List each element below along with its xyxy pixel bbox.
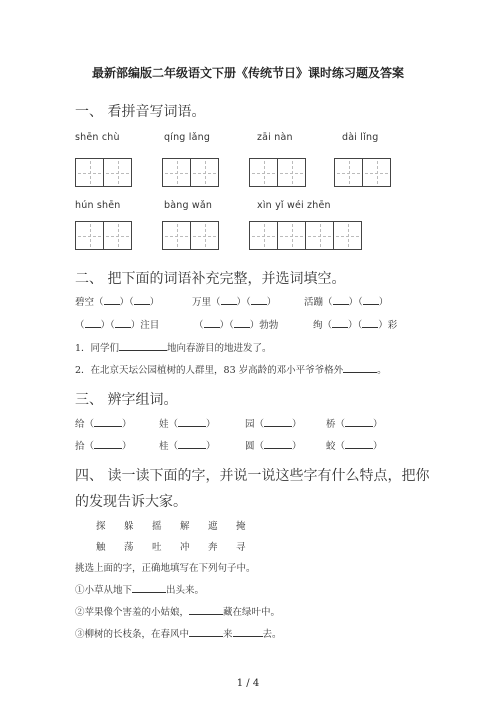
writing-grid[interactable] — [162, 158, 218, 187]
blank[interactable] — [178, 417, 206, 427]
instruction: 挑选上面的字，正确地填写在下列句子中。 — [75, 563, 256, 574]
blank[interactable] — [363, 295, 379, 305]
page-number: 1 / 4 — [236, 678, 260, 689]
section-1-heading: 一、 看拼音写词语。 — [75, 104, 206, 120]
blank[interactable] — [234, 318, 250, 328]
char-6: 掩 — [236, 521, 246, 532]
char-4: 解 — [180, 521, 190, 532]
group-item: 给（ ） — [75, 419, 132, 430]
sentence-1: ①小草从地下 出头来。 — [75, 585, 205, 596]
blank[interactable] — [178, 439, 206, 449]
blank[interactable] — [345, 417, 373, 427]
blank[interactable] — [343, 363, 377, 373]
blank[interactable] — [362, 318, 378, 328]
char-10: 冲 — [180, 542, 190, 553]
blank[interactable] — [251, 295, 267, 305]
group-item: 拾（ ） — [75, 441, 132, 452]
fill-line-2b: （ ）（ ）勃勃 — [194, 320, 279, 331]
sentence-2: ②苹果像个害羞的小姑娘， 藏在绿叶中。 — [75, 607, 281, 618]
blank[interactable] — [189, 605, 223, 615]
char-5: 遮 — [208, 521, 218, 532]
group-item: 娃（ ） — [159, 419, 216, 430]
group-item: 园（ ） — [245, 419, 302, 430]
section-4-heading-cont: 的发现告诉大家。 — [75, 494, 187, 510]
group-item: 桂（ ） — [159, 441, 216, 452]
pinyin-6: bàng wǎn — [164, 200, 213, 211]
blank[interactable] — [94, 417, 122, 427]
char-11: 奔 — [208, 542, 218, 553]
writing-grid[interactable] — [75, 158, 131, 187]
group-item: 蛟（ ） — [326, 441, 383, 452]
pinyin-2: qíng lǎng — [164, 132, 211, 143]
blank[interactable] — [264, 439, 292, 449]
blank[interactable] — [119, 341, 167, 351]
fill-line-1: 碧空（ ）（ ） — [75, 297, 160, 308]
char-8: 荡 — [124, 542, 134, 553]
pinyin-7: xìn yǐ wéi zhēn — [257, 200, 331, 211]
char-2: 躲 — [124, 521, 134, 532]
blank[interactable] — [221, 295, 237, 305]
blank[interactable] — [85, 318, 101, 328]
blank[interactable] — [115, 318, 131, 328]
writing-grid[interactable] — [75, 221, 131, 250]
blank[interactable] — [204, 318, 220, 328]
blank[interactable] — [345, 439, 373, 449]
pinyin-1: shēn chù — [75, 132, 120, 143]
blank[interactable] — [134, 295, 150, 305]
section-4-heading: 四、 读一读下面的字，并说一说这些字有什么特点，把你 — [75, 468, 430, 484]
fill-line-1c: 活蹦（ ）（ ） — [304, 297, 389, 308]
writing-grid[interactable] — [249, 158, 305, 187]
pinyin-5: hún shēn — [75, 200, 121, 211]
blank[interactable] — [132, 583, 166, 593]
char-9: 吐 — [152, 542, 162, 553]
blank[interactable] — [332, 318, 348, 328]
fill-line-2: （ ）（ ）注目 — [75, 320, 160, 331]
question-1: 1．同学们 地向春游目的地进发了。 — [75, 343, 272, 354]
pinyin-3: zāi nàn — [257, 132, 293, 143]
pinyin-4: dài lǐng — [342, 132, 379, 143]
section-2-heading: 二、 把下面的词语补充完整，并选词填空。 — [75, 271, 346, 287]
page-title: 最新部编版二年级语文下册《传统节日》课时练习题及答案 — [91, 66, 404, 80]
blank[interactable] — [94, 439, 122, 449]
writing-grid[interactable] — [249, 221, 361, 250]
fill-line-1b: 万里（ ）（ ） — [192, 297, 277, 308]
section-3-heading: 三、 辨字组词。 — [75, 392, 178, 408]
blank[interactable] — [189, 627, 223, 637]
char-7: 触 — [96, 542, 106, 553]
writing-grid[interactable] — [334, 158, 390, 187]
writing-grid[interactable] — [162, 221, 218, 250]
group-item: 圆（ ） — [245, 441, 302, 452]
char-1: 探 — [96, 521, 106, 532]
blank[interactable] — [333, 295, 349, 305]
fill-line-2c: 绚（ ）（ ）彩 — [313, 320, 398, 331]
group-item: 桥（ ） — [326, 419, 383, 430]
sentence-3: ③柳树的长枝条，在春风中 来 去。 — [75, 629, 282, 640]
blank[interactable] — [264, 417, 292, 427]
char-3: 摇 — [152, 521, 162, 532]
question-2: 2．在北京天坛公园植树的人群里，83 岁高龄的邓小平爷爷格外 。 — [75, 365, 387, 376]
blank[interactable] — [233, 627, 263, 637]
char-12: 寻 — [236, 542, 246, 553]
blank[interactable] — [104, 295, 120, 305]
